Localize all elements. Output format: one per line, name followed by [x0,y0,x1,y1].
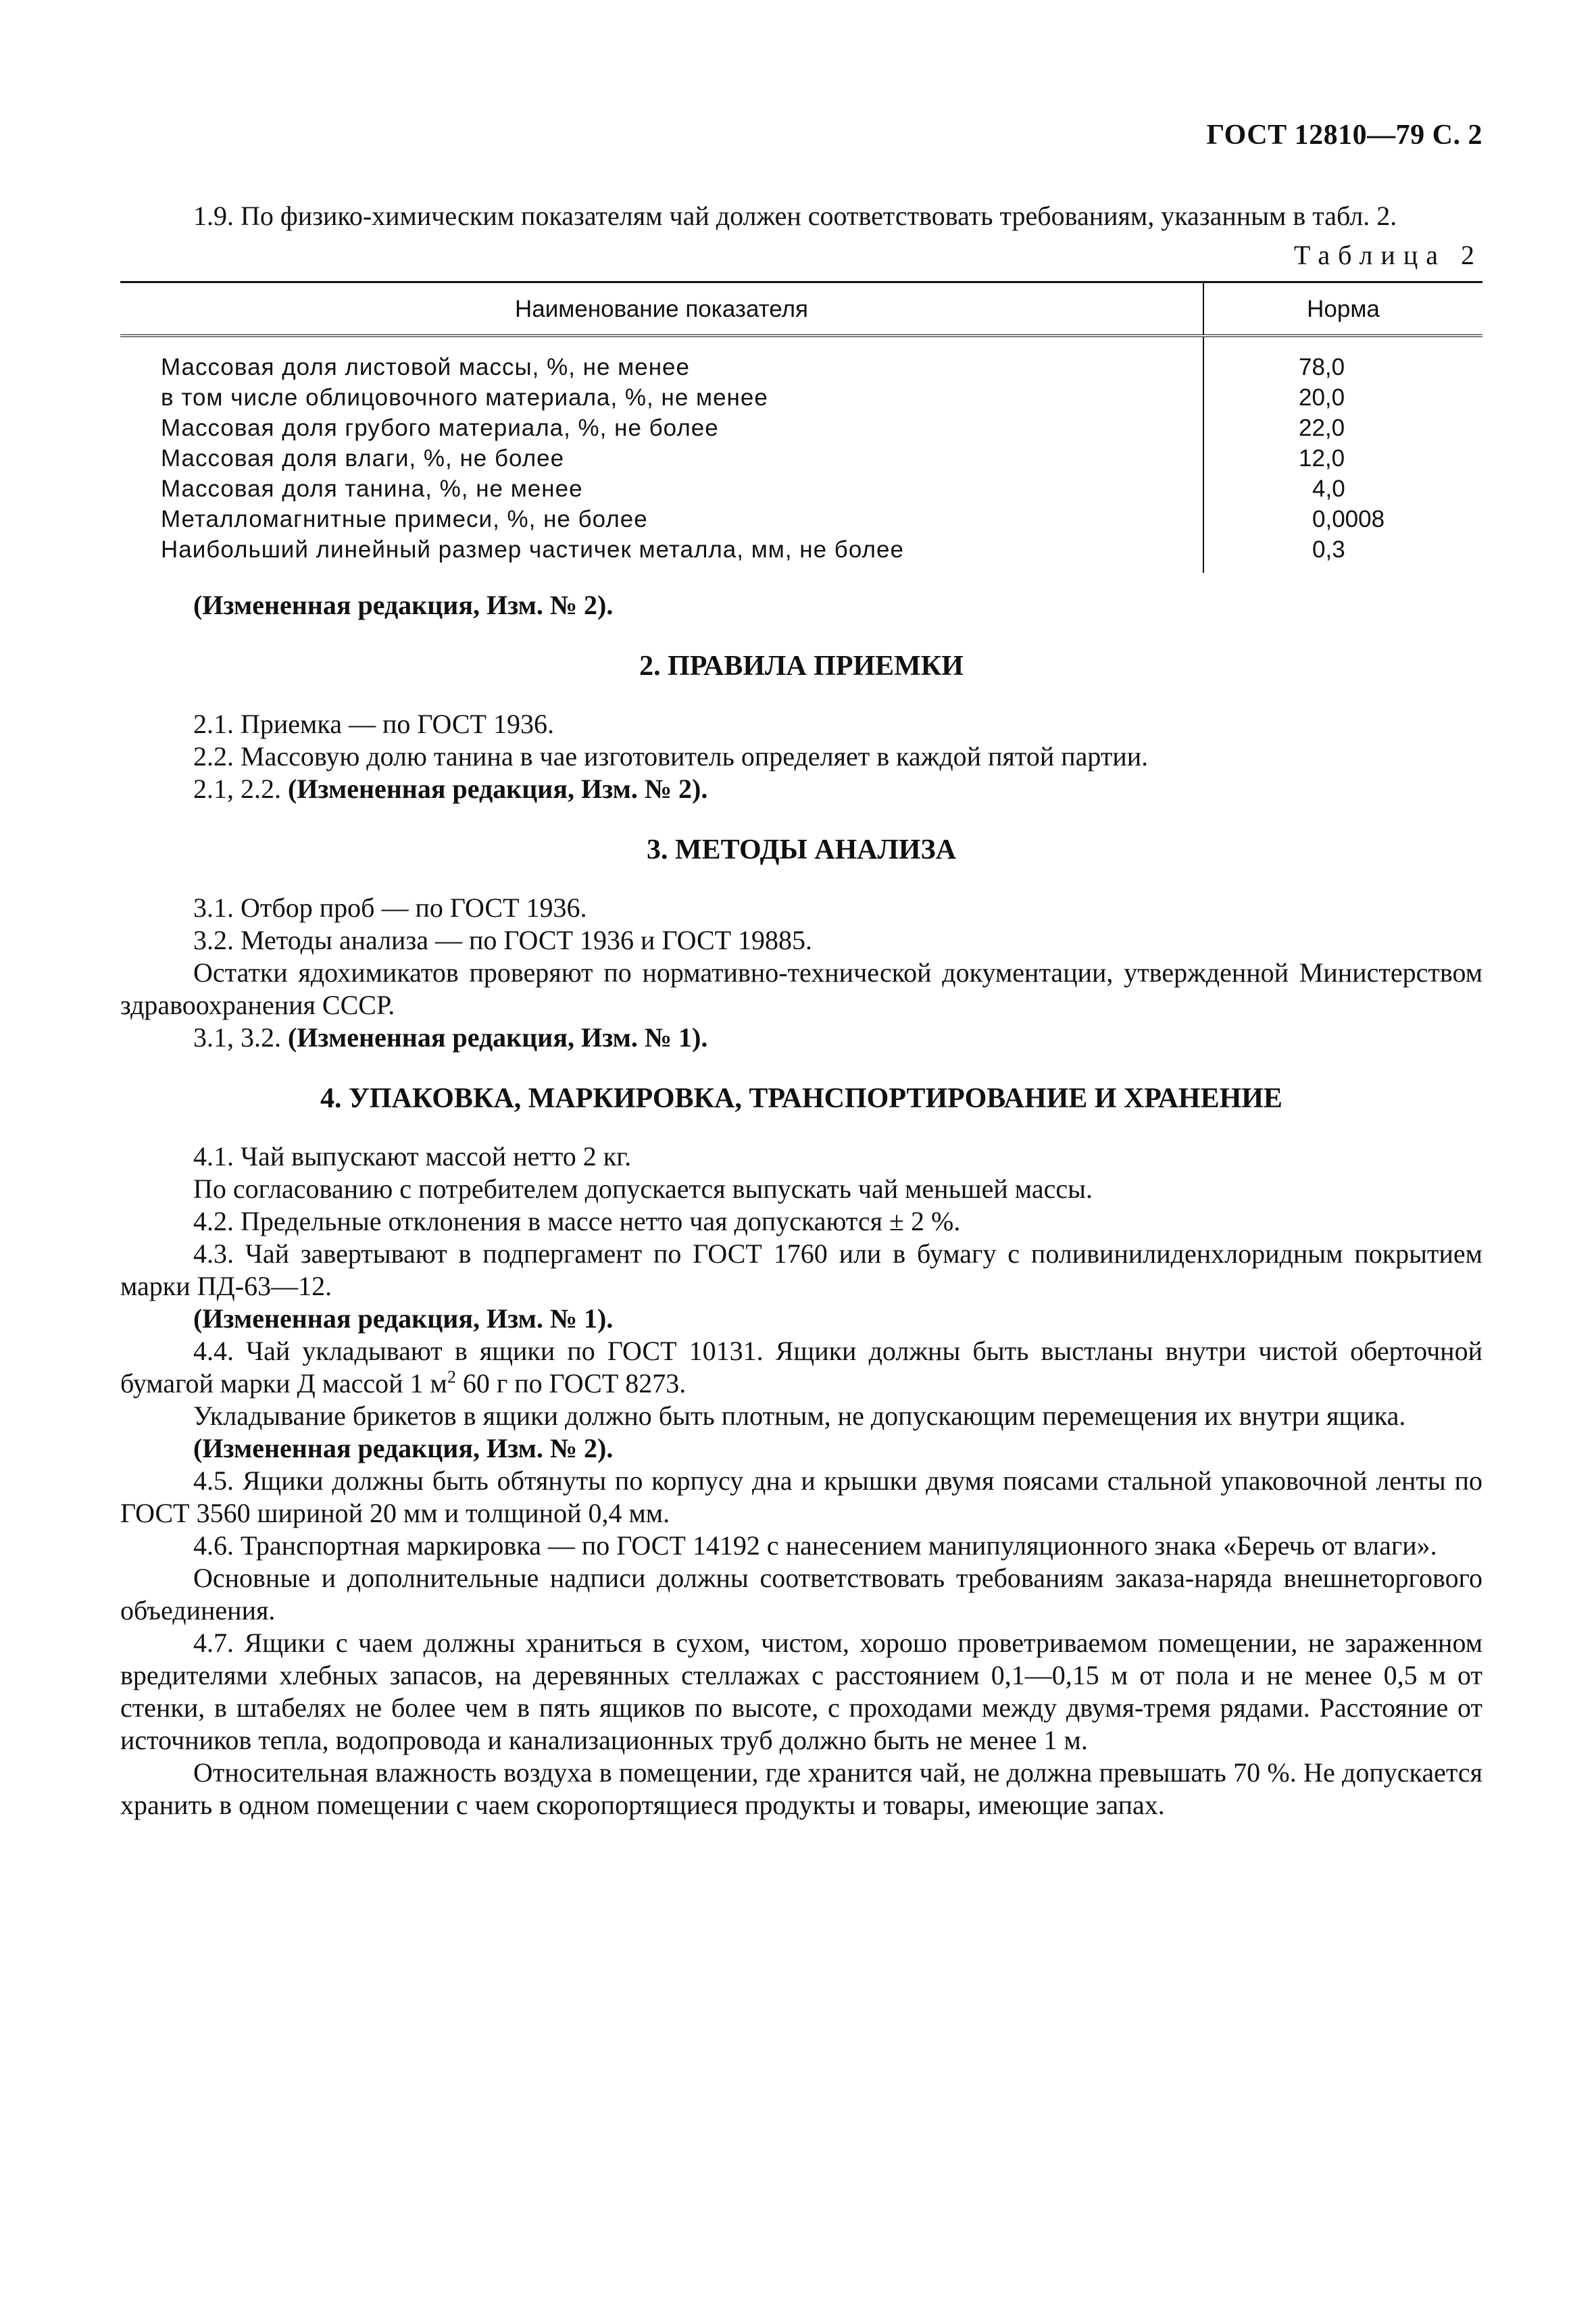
paragraph-1-9: 1.9. По физико-химическим показателям чай должен соответствовать требованиям, указанным в табл. 2. [193,201,1397,231]
amendment-line [120,773,1482,805]
row-name: Массовая доля грубого материала, %, не более [120,413,1203,443]
row-norm: 12,0 [1299,445,1345,472]
section-title-3: 3. МЕТОДЫ АНАЛИЗА [646,834,957,865]
row-name: Массовая доля танина, %, не менее [120,474,1203,504]
column-header-norm: Норма [1203,282,1482,336]
paragraph-4-3: 4.3. Чай завертывают в подпергамент по ГОСТ 1760 или в бумагу с поливинилиденхлоридным покрытием марки ПД-63—12. [120,1238,1482,1301]
amendment-note: (Измененная редакция, Изм. № 2). [193,590,614,620]
amendment-prefix: 2.1, 2.2. [193,774,281,804]
paragraph-4-2: 4.2. Предельные отклонения в массе нетто чая допускаются ± 2 %. [193,1206,961,1236]
section-title-4: 4. УПАКОВКА, МАРКИРОВКА, ТРАНСПОРТИРОВАНИЕ И ХРАНЕНИЕ [320,1083,1282,1114]
superscript: 2 [447,1367,456,1387]
paragraph-4-7-detail: Относительная влажность воздуха в помещении, где хранится чай, не должна превышать 70 %. Не допускается хранить в одном помещении с чаем скоропортящиеся продукты и товары, имеющие запах. [120,1757,1482,1820]
table-row [120,443,1482,474]
row-norm: 78,0 [1299,354,1345,380]
document-body [120,200,1482,1821]
row-norm: 22,0 [1299,415,1345,441]
amendment-line [120,1022,1482,1054]
paragraph-4-7: 4.7. Ящики с чаем должны храниться в сухом, чистом, хорошо проветриваемом помещении, не зараженном вредителями хлебных запасов, на деревянных стеллажах с расстоянием 0,1—0,15 м от пола и не менее 0,5 м от стенки, в штабелях не более чем в пять ящиков по высоте, с проходами между двумя-тремя рядами. Расстояние от источников тепла, водопровода и канализационных труб должно быть не менее 1 м. [120,1628,1482,1755]
paragraph-4-6: 4.6. Транспортная маркировка — по ГОСТ 14192 с нанесением манипуляционного знака «Беречь от влаги». [193,1530,1437,1561]
section-title-2: 2. ПРАВИЛА ПРИЕМКИ [639,651,964,682]
paragraph-4-4-detail: Укладывание брикетов в ящики должно быть плотным, не допускающим перемещения их внутри ящика. [193,1401,1406,1431]
row-name: в том числе облицовочного материала, %, не менее [120,382,1203,413]
table-caption: Таблица 2 [1293,240,1482,270]
amendment-note: (Измененная редакция, Изм. № 2). [288,774,708,804]
paragraph-4-4 [120,1335,1482,1400]
paragraph-4-1-detail: По согласованию с потребителем допускается выпускать чай меньшей массы. [193,1174,1093,1204]
amendment-prefix: 3.1, 3.2. [193,1022,281,1053]
paragraph-3-2-detail: Остатки ядохимикатов проверяют по нормативно-технической документации, утвержденной Министерством здравоохранения СССР. [120,957,1482,1020]
column-header-name: Наименование показателя [120,282,1203,336]
row-name: Металломагнитные примеси, %, не более [120,504,1203,534]
table-row [120,504,1482,534]
paragraph-3-1: 3.1. Отбор проб — по ГОСТ 1936. [193,892,587,923]
row-norm: 0,3 [1312,536,1345,563]
amendment-note: (Измененная редакция, Изм. № 1). [193,1303,614,1334]
amendment-note: (Измененная редакция, Изм. № 2). [193,1433,614,1463]
table-row [120,534,1482,573]
paragraph-4-5: 4.5. Ящики должны быть обтянуты по корпусу дна и крышки двумя поясами стальной упаковочной ленты по ГОСТ 3560 шириной 20 мм и толщиной 0,4 мм. [120,1465,1482,1528]
paragraph-4-4-text: 4.4. Чай укладывают в ящики по ГОСТ 10131. Ящики должны быть выстланы внутри чистой оберточной бумагой марки Д массой 1 м [120,1336,1482,1399]
paragraph-4-1: 4.1. Чай выпускают массой нетто 2 кг. [193,1141,632,1172]
row-norm: 4,0 [1312,476,1345,502]
row-name: Наибольший линейный размер частичек металла, мм, не более [120,534,1203,573]
table-row [120,336,1482,382]
amendment-note: (Измененная редакция, Изм. № 1). [288,1022,708,1053]
table-row [120,474,1482,504]
paragraph-2-2: 2.2. Массовую долю танина в чае изготовитель определяет в каждой пятой партии. [193,741,1149,772]
row-norm: 0,0008 [1312,506,1385,532]
row-name: Массовая доля влаги, %, не более [120,443,1203,474]
specs-table [120,281,1482,573]
page-header: ГОСТ 12810—79 С. 2 [1206,120,1482,151]
table-row [120,413,1482,443]
row-name: Массовая доля листовой массы, %, не менее [120,336,1203,382]
paragraph-4-4-tail: 60 г по ГОСТ 8273. [455,1368,687,1399]
table-row [120,382,1482,413]
paragraph-3-2: 3.2. Методы анализа — по ГОСТ 1936 и ГОСТ 19885. [193,925,813,955]
table-header-row [120,282,1482,336]
paragraph-4-6-detail: Основные и дополнительные надписи должны соответствовать требованиям заказа-наряда внешнеторгового объединения. [120,1563,1482,1626]
row-norm: 20,0 [1299,384,1345,411]
paragraph-2-1: 2.1. Приемка — по ГОСТ 1936. [193,709,554,739]
